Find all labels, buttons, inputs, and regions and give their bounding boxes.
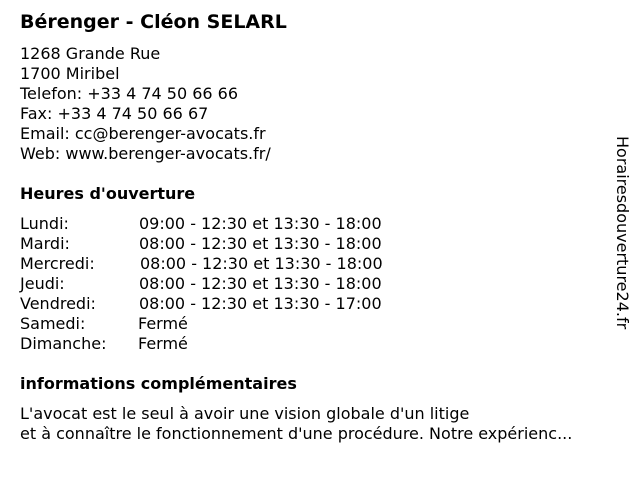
website-url: Web: www.berenger-avocats.fr/	[20, 144, 271, 163]
day-label: Lundi:	[20, 214, 69, 233]
fax-number: Fax: +33 4 74 50 66 67	[20, 104, 209, 123]
time-range: 08:00 - 12:30 et 13:30 - 18:00	[140, 254, 383, 273]
additional-info-heading: informations complémentaires	[20, 374, 297, 393]
site-watermark: Horairesdouverture24.fr	[613, 136, 632, 330]
time-range: Fermé	[138, 314, 188, 333]
time-range: 09:00 - 12:30 et 13:30 - 18:00	[139, 214, 382, 233]
time-range: 08:00 - 12:30 et 13:30 - 18:00	[139, 274, 382, 293]
day-label: Mardi:	[20, 234, 70, 253]
time-range: 08:00 - 12:30 et 13:30 - 18:00	[139, 234, 382, 253]
additional-info-text	[20, 404, 572, 444]
info-line-1: L'avocat est le seul à avoir une vision globale d'un litige	[20, 404, 470, 423]
contact-block	[20, 44, 271, 164]
day-label: Dimanche:	[20, 334, 107, 353]
day-label: Vendredi:	[20, 294, 96, 313]
address-street: 1268 Grande Rue	[20, 44, 161, 63]
day-label: Jeudi:	[20, 274, 65, 293]
email-address: Email: cc@berenger-avocats.fr	[20, 124, 266, 143]
address-city: 1700 Miribel	[20, 64, 120, 83]
opening-hours-heading: Heures d'ouverture	[20, 184, 196, 203]
day-label: Mercredi:	[20, 254, 95, 273]
time-range: 08:00 - 12:30 et 13:30 - 17:00	[139, 294, 382, 313]
business-name: Bérenger - Cléon SELARL	[20, 11, 287, 33]
day-label: Samedi:	[20, 314, 86, 333]
phone-number: Telefon: +33 4 74 50 66 66	[20, 84, 239, 103]
info-line-2: et à connaître le fonctionnement d'une procédure. Notre expérienc...	[20, 424, 573, 443]
time-range: Fermé	[138, 334, 188, 353]
